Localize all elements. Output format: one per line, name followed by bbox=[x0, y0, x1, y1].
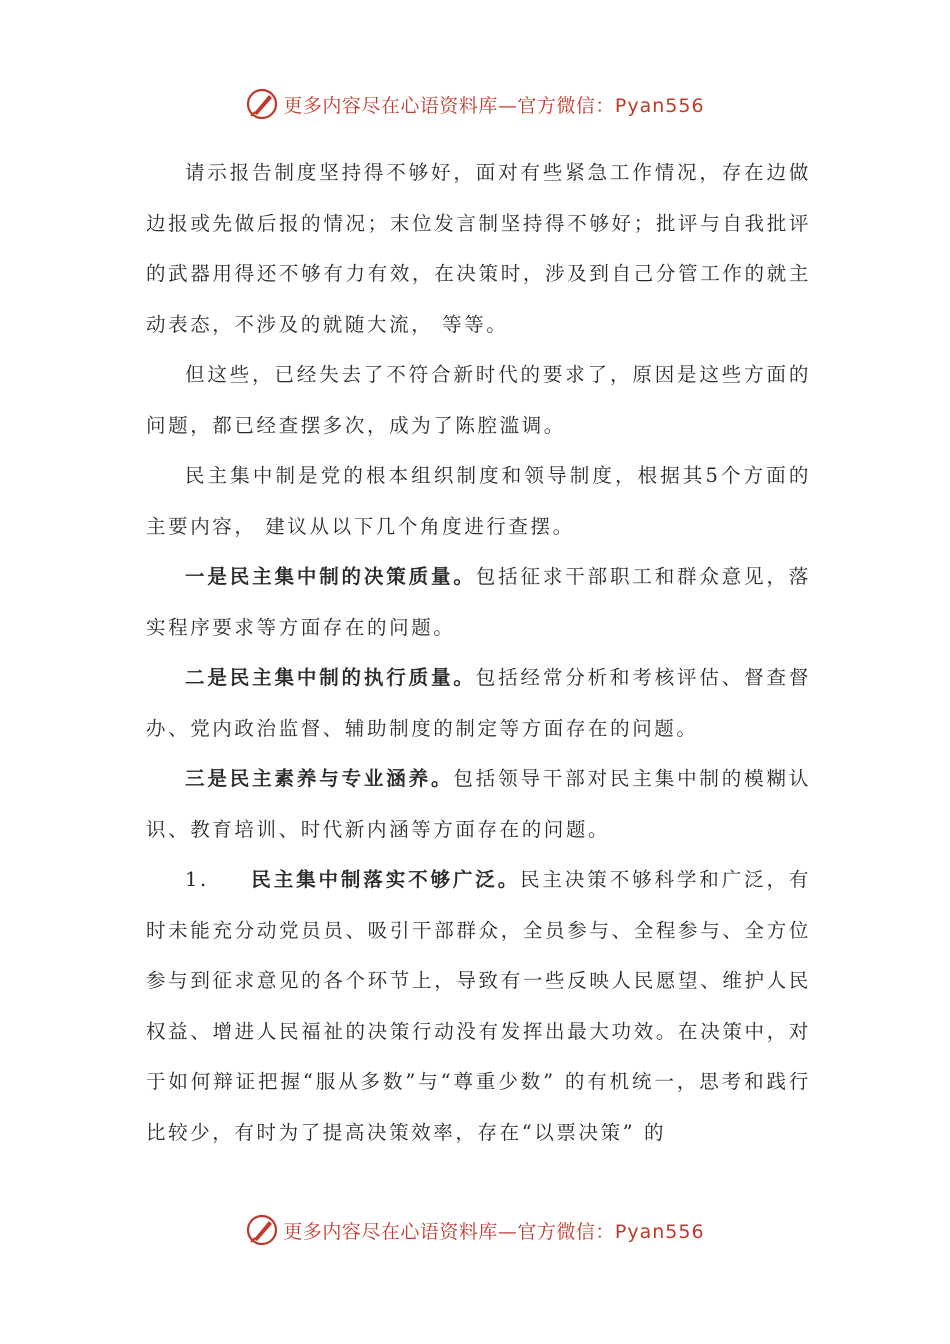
paragraph-2 bbox=[146, 350, 811, 451]
document-body bbox=[146, 148, 811, 1158]
paragraph-text: 请示报告制度坚持得不够好，面对有些紧急工作情况，存在边做边报或先做后报的情况；末位发言制坚持得不够好；批评与自我批评的武器用得还不够有力有效，在决策时，涉及到自己分管工作的就主动表态，不涉及的就随大流， 等等。 bbox=[146, 161, 811, 336]
numbered-item-1 bbox=[146, 855, 811, 1158]
paragraph-text: 但这些，已经失去了不符合新时代的要求了，原因是这些方面的问题，都已经查摆多次，成为了陈腔滥调。 bbox=[146, 363, 811, 437]
wechat-handle: Pyan556 bbox=[614, 94, 705, 117]
watermark-label: 更多内容尽在心语资料库—官方微信： bbox=[283, 94, 615, 117]
quill-pen-logo-icon bbox=[245, 87, 279, 121]
watermark-text bbox=[283, 91, 704, 118]
paragraph-text: 民主集中制是党的根本组织制度和领导制度，根据其5个方面的主要内容， 建议从以下几个角度进行查摆。 bbox=[146, 464, 811, 538]
paragraph-text: 包括经常分析和考核评估、督查督办、党内政治监督、辅助制度的制定等方面存在的问题。 bbox=[146, 666, 811, 740]
paragraph-lead: 一是民主集中制的决策质量。 bbox=[185, 565, 476, 588]
wechat-handle: Pyan556 bbox=[614, 1220, 705, 1243]
paragraph-text: 包括领导干部对民主集中制的模糊认识、教育培训、时代新内涵等方面存在的问题。 bbox=[146, 767, 811, 841]
paragraph-lead: 二是民主集中制的执行质量。 bbox=[185, 666, 476, 689]
quill-pen-logo-icon bbox=[245, 1213, 279, 1247]
watermark-label: 更多内容尽在心语资料库—官方微信： bbox=[283, 1220, 615, 1243]
paragraph-4 bbox=[146, 552, 811, 653]
paragraph-5 bbox=[146, 653, 811, 754]
footer-watermark-banner bbox=[0, 1210, 950, 1250]
paragraph-6 bbox=[146, 754, 811, 855]
watermark-text bbox=[283, 1217, 704, 1244]
header-watermark-banner bbox=[0, 84, 950, 124]
item-text: 民主决策不够科学和广泛，有时未能充分动党员员、吸引干部群众，全员参与、全程参与、全方位参与到征求意见的各个环节上，导致有一些反映人民愿望、维护人民权益、增进人民福祉的决策行动没有发挥出最大功效。在决策中，对于如何辩证把握“服从多数”与“尊重少数” 的有机统一，思考和践行比较少，有时为了提高决策效率，存在“以票决策” 的 bbox=[146, 868, 811, 1144]
item-number: 1. bbox=[185, 868, 209, 891]
paragraph-1 bbox=[146, 148, 811, 350]
item-lead: 民主集中制落实不够广泛。 bbox=[251, 868, 521, 891]
paragraph-text: 包括征求干部职工和群众意见，落实程序要求等方面存在的问题。 bbox=[146, 565, 811, 639]
paragraph-3 bbox=[146, 451, 811, 552]
paragraph-lead: 三是民主素养与专业涵养。 bbox=[185, 767, 454, 790]
